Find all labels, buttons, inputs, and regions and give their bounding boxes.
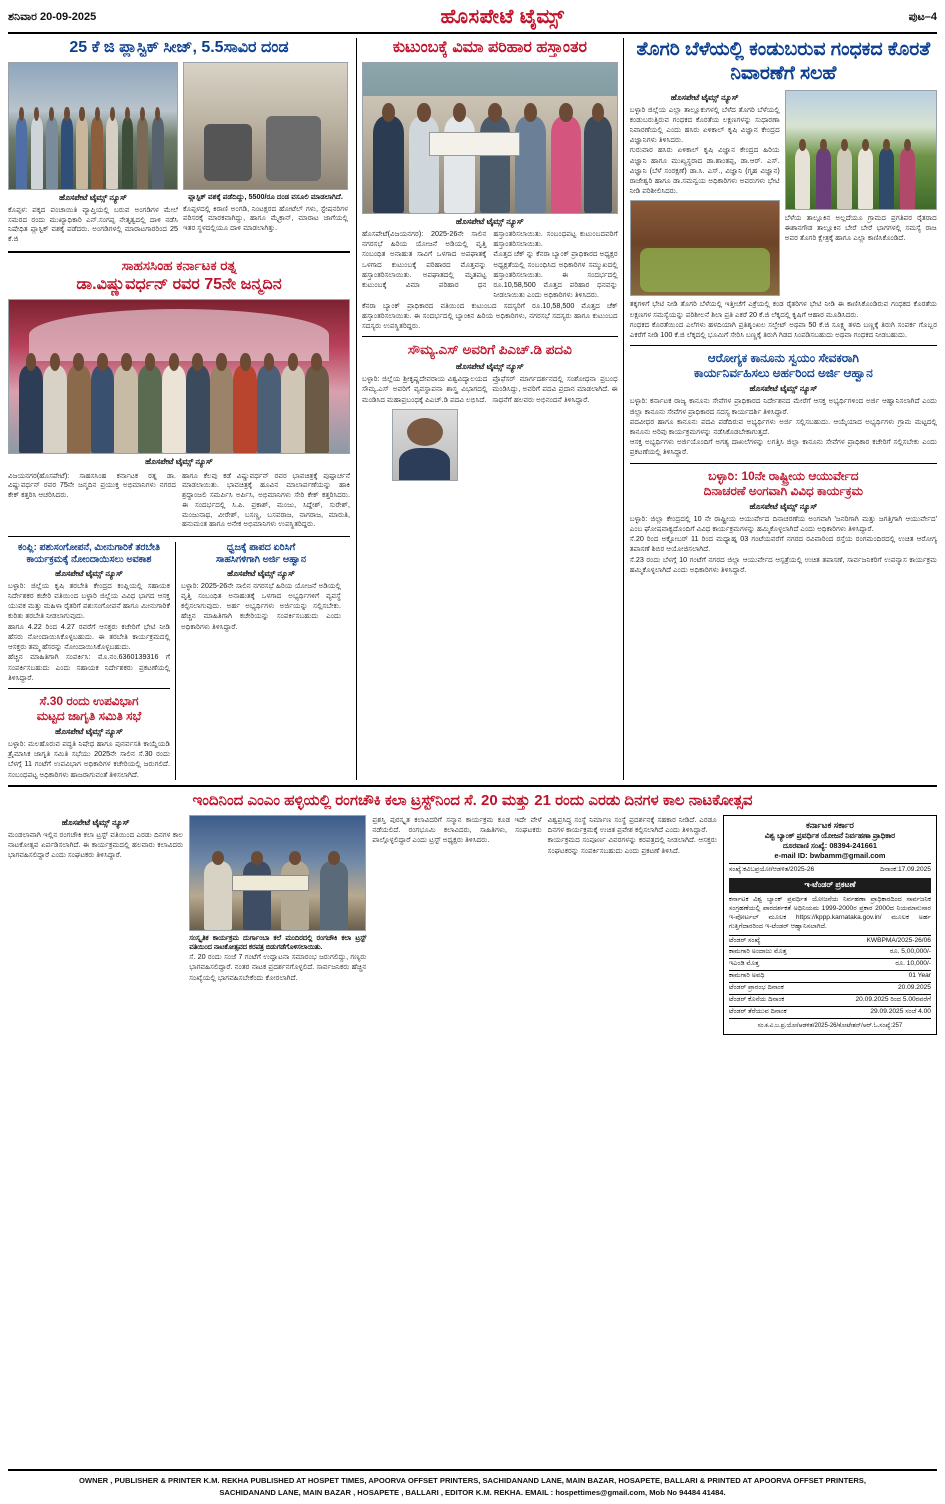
middle-column [356,38,624,780]
photo-plastic-bags [183,62,348,190]
text-legal-1: ಬಳ್ಳಾರಿ: ಕರ್ನಾಟಕ ರಾಜ್ಯ ಕಾನೂನು ಸೇವೆಗಳ ಪ್ರಾಧಿಕಾರದ ನಿರ್ದೇಶನದ ಮೇರೆಗೆ ಆಸಕ್ತ ಅಭ್ಯರ್ಥಿಗಳಿಂದ ಅರ್ಜಿ ಆಹ್ವಾನಿಸಲಾಗಿದೆ ಎಂದು ಜಿಲ್ಲಾ ಕಾನೂನು ಸೇವೆಗಳ ಪ್ರಾಧಿಕಾರದ ಸದಸ್ಯ ಕಾರ್ಯದರ್ಶಿ ತಿಳಿಸಿದ್ದಾರೆ. [629,396,937,416]
ad-row-value: 20.09.2025 [897,984,931,992]
article-legal-volunteers [630,351,937,457]
text-ayurveda-1: ಬಳ್ಳಾರಿ: ಜಿಲ್ಲಾ ಕೇಂದ್ರದಲ್ಲಿ 10 ನೇ ರಾಷ್ಟ್ರೀಯ ಆಯುರ್ವೇದ ದಿನಾಚರಣೆಯ ಅಂಗವಾಗಿ 'ಜನರಿಗಾಗಿ ಮತ್ತು ಜಗತ್ತಿಗಾಗಿ ಆಯುರ್ವೇದ' ಎಂಬ ಘೋಷವಾಕ್ಯದೊಂದಿಗೆ ವಿವಿಧ ಕಾರ್ಯಕ್ರಮಗಳನ್ನು ಹಮ್ಮಿಕೊಳ್ಳಲಾಗಿದೆ ಎಂದು ಅಧಿಕಾರಿಗಳು ತಿಳಿಸಿದ್ದಾರೆ. [629,513,937,533]
byline-togari: ಹೊಸಪೇಟೆ ಟೈಮ್ಸ್ ನ್ಯೂಸ್ [670,92,739,102]
top-section [8,38,937,780]
article-phd [362,342,618,481]
ad-row-value: 20.09.2025 ರಿಂದ 5.00ರವರೆಗೆ [855,996,931,1003]
byline-plastic: ಹೊಸಪೇಟೆ ಟೈಮ್ಸ್ ನ್ಯೂಸ್ [59,193,127,202]
byline-livestock: ಹೊಸಪೇಟೆ ಟೈಮ್ಸ್ ನ್ಯೂಸ್ [55,568,123,578]
text-water: ಬಳ್ಳಾರಿ: 2025-26ನೇ ಸಾಲಿನ ನಗರಸಭೆ ಹಿರಿಯ ಯೋಜನೆ ಅಡಿಯಲ್ಲಿ ವೃತ್ತಿ ಸಂಬಂಧಿತ ಅನಾಹುತಕ್ಕೆ ಒಳಗಾದ ಅಭ್ಯರ್ಥಿಗಳಿಗೆ ವ್ಯವಸ್ಥೆ ಕಲ್ಪಿಸಲಾಗುವುದು. ಅರ್ಹ ಅಭ್ಯರ್ಥಿಗಳು ಅರ್ಜಿಯನ್ನು ಸಲ್ಲಿಸಬೇಕು. ಹೆಚ್ಚಿನ ಮಾಹಿತಿಗಾಗಿ ಕಚೇರಿಯನ್ನು ಸಂಪರ್ಕಿಸಬಹುದು ಎಂದು ಅಧಿಕಾರಿಗಳು ತಿಳಿಸಿದ್ದಾರೆ. [181,580,341,631]
article-compensation [362,38,618,331]
article-plastic [8,38,350,246]
photo-drama-launch [189,815,366,931]
byline-meeting30: ಹೊಸಪೇಟೆ ಟೈಮ್ಸ್ ನ್ಯೂಸ್ [55,727,123,736]
ad-row-value: ರೂ. 10,000/- [895,960,931,968]
text-togari-5: ಗಂಧಕದ ಕೊರತೆಯಿಂದ ಎಲೆಗಳು ಹಳದಿಯಾಗಿ ಪ್ರತಿಶೃಂಖಲ ಸಲ್ಫೇಟ್ ಅಥವಾ 50 ಕೆ.ಜಿ ಸೂಕ್ಷ್ಮ ತಳದಿ ಬಣ್ಣಕ್ಕೆ ತಿರುಗಿ ಸಂಪರ್ಕ ಗೊಬ್ಬರ ಎಕರೆಗೆ ನೀಡಿ 100 ಕೆ.ಜಿ ಲೆಕ್ಕದಲ್ಲಿ ಭೂಮಿಗೆ ಸೇರಿಸಿ ಬಣ್ಣಕ್ಕೆ ತಿರುಗಿ ಗಿಡದ ಸಿಂಪಡಿಸಬಹುದು ಅಥವಾ ಗಂಧಕದ ನೀಡಬಹುದು. [629,319,937,340]
byline-drama: ಹೊಸಪೇಟೆ ಟೈಮ್ಸ್ ನ್ಯೂಸ್ [61,817,130,827]
right-column [630,38,937,780]
photo-birthday-event [8,299,350,454]
text-togari-4: ತಕ್ಕಗಳಿಗೆ ಭೇಟಿ ನೀಡಿ ತೊಗರಿ ಬೆಳೆಯಲ್ಲಿ ಇತ್ತೀಚೆಗೆ ಎಕ್ರೆಯಲ್ಲಿ ಕಂಡ ರೈತರಿಗಳ ಭೇಟಿ ನೀಡಿ ಈ ಕಾಣಿಸಿಕೊಂಡಿರುವ ಗಂಧಕದ ಕೊರತೆಯ ಲಕ್ಷಣಗಳ ಸಮಸ್ಯೆಯನ್ನು ಪರಿಶೀಲನೆ ಶಿಲಾ ಪ್ರತಿ ಎಕರೆ 20 ಕೆ.ಜಿ ಲೆಕ್ಕದಲ್ಲಿ ಕೃಷಿಗೆ ಆಹಾರ ಮೂಡಿಸಿದರು. [629,299,937,319]
photo-plastic-seizure [8,62,178,190]
bottom-section [8,792,937,1035]
article-togari [630,38,937,340]
caption-plastic-photo: ಪ್ಲಾಸ್ಟಿಕ್ ವಶಕ್ಕೆ ಪಡೆದಿದ್ದು, 5500/ರೂ ದಂಡ ವಸೂಲಿ ಮಾಡಲಾಗಿದೆ. [188,192,343,201]
text-drama-3: ಪ್ರಶಸ್ತಿ ಪುರಸ್ಕೃತ ಕಲಾವಿದರಿಗೆ ಸನ್ಮಾನ ಕಾರ್ಯಕ್ರಮ ಕೂಡ ಇದೇ ವೇಳೆ ನಡೆಯಲಿದೆ. ರಂಗಭೂಮಿ ಕಲಾವಿದರು, ಸಾಹಿತಿಗಳು, ಸಂಘಟಕರು ಪಾಲ್ಗೊಳ್ಳಲಿದ್ದಾರೆ ಎಂದು ಟ್ರಸ್ಟ್ ಅಧ್ಯಕ್ಷರು ತಿಳಿಸಿದರು. [372,814,542,845]
ad-row-label: ಟೆಂಡರ್ ಸಂಖ್ಯೆ [728,936,761,944]
text-plastic-col2: ಕೊಪ್ಪಳದಲ್ಲಿ ಕಿರಾಣಿ ಅಂಗಡಿ, ನಿಂಟಕ್ಷರದ ಹೋಟೆಲ್ ಗಳು, ಸ್ಟೇಷನರಿಗಳ ಪರಿಸರಕ್ಕೆ ಮಾರಕವಾಗಿದ್ದು, ಹಾಗೂ ಮೈಕ್ರಾನ್, ಮಾರಾಟ ಜಾಗೆಯಲ್ಲಿ ಇತರ ಸ್ಥಳದಲ್ಲಿಯೂ ದಾಳಿ ಮಾಡಲಾಗಿತ್ತು. [183,203,348,233]
photo-crop-soil [630,200,780,296]
article-livestock [8,542,176,780]
byline-legal: ಹೊಸಪೇಟೆ ಟೈಮ್ಸ್ ನ್ಯೂಸ್ [749,384,818,394]
left-column [8,38,350,780]
text-togari-1: ಬಳ್ಳಾರಿ ಜಿಲ್ಲೆಯ ಎಲ್ಲಾ ತಾಲ್ಲೂಕುಗಳಲ್ಲಿ ಬೆಳೆದ ತೊಗರಿ ಬೆಳೆಯಲ್ಲಿ ಕಂಡುಬರುತ್ತಿರುವ ಗಂಧಕದ ಕೊರತೆಯ ಲಕ್ಷಣಗಳನ್ನು ಸುಧಾರಣಾ ನಿವಾರಣೆಯಲ್ಲಿ ಎಂದು ಹಸಿರು ಏಳಿಕಾಲ್ ಕೃಷಿ ವಿಜ್ಞಾನ ಕೇಂದ್ರದ ವಿಜ್ಞಾನಿಗಳು ತಿಳಿಸಿದರು. [629,104,780,145]
ad-row-value: 29.09.2025 ಸಂಜೆ 4.00 [870,1007,931,1015]
text-compensation-2: ಮೊತ್ತದ ಚೆಕ್ ನ್ನು ಕೆನರಾ ಬ್ಯಾಂಕ್ ಪ್ರಾಧಿಕಾರದ ಅಧ್ಯಕ್ಷರ ಅಧ್ಯಕ್ಷತೆಯಲ್ಲಿ ಸಂಬಂಧಿಸಿದ ಅಧಿಕಾರಿಗಳ ಸಮ್ಮುಖದಲ್ಲಿ ಹಸ್ತಾಂತರಿಸಲಾಯಿತು. ಈ ಸಂದರ್ಭದಲ್ಲಿ ರೂ.10,58,500 ಮೊತ್ತದ ಪರಿಹಾರ ಧನವನ್ನು ನೀಡಲಾಯಿತು ಎಂದು ಅಧಿಕಾರಿಗಳು ತಿಳಿಸಿದರು. [493,249,618,300]
headline-ayurveda-2: ದಿನಾಚರಣೆ ಅಂಗವಾಗಿ ವಿವಿಧ ಕಾರ್ಯಕ್ರಮ [703,483,864,498]
text-ayurveda-2: ಸೆ.20 ರಿಂದ ಅಕ್ಟೋಬರ್ 11 ರಿಂದ ಮಧ್ಯಾಹ್ನ 03 ಗಂಟೆಯವರೆಗೆ ನಗರದ ರವಿವಾರಿಂದ ರಸ್ತೆಯ ರಂಗಮಂದಿರದಲ್ಲಿ ಉಚಿತ ಆರೋಗ್ಯ ತಪಾಸಣೆ ಶಿಬಿರ ಆಯೋಜಿಸಲಾಗಿದೆ. [629,534,937,554]
ad-row-label: ಟೆಂಡರ್ ಕೊನೆಯ ದಿನಾಂಕ [728,996,785,1003]
issue-date: ಶನಿವಾರ 20-09-2025 [8,11,97,23]
text-compensation-3: ಕೆನರಾ ಬ್ಯಾಂಕ್ ಪ್ರಾಧಿಕಾರದ ವತಿಯಿಂದ ಕುಟುಂಬದ ಸದಸ್ಯರಿಗೆ ರೂ.10,58,500 ಮೊತ್ತದ ಚೆಕ್ ಹಸ್ತಾಂತರಿಸಲಾಯಿತು. ಈ ಸಂದರ್ಭದಲ್ಲಿ ಬ್ಯಾಂಕಿನ ಹಿರಿಯ ಅಧಿಕಾರಿಗಳು, ನಗರಸಭೆ ಸದಸ್ಯರು ಹಾಗೂ ಕುಟುಂಬದ ಸದಸ್ಯರು ಉಪಸ್ಥಿತರಿದ್ದರು. [361,300,618,330]
government-tender-ad [723,815,937,1035]
byline-phd: ಹೊಸಪೇಟೆ ಟೈಮ್ಸ್ ನ್ಯೂಸ್ [455,362,524,372]
headline-compensation: ಕುಟುಂಬಕ್ಕೆ ವಿಮಾ ಪರಿಹಾರ ಹಸ್ತಾಂತರ [392,39,587,56]
text-meeting30: ಬಳ್ಳಾರಿ: ಮಲಹೊರುವ ಪದ್ಧತಿ ನಿಷೇಧ ಹಾಗೂ ಪುನರ್ವಸತಿ ಕಾಯ್ದೆಯಡಿ ತ್ರೈಮಾಸಿಕ ಜಾಗೃತಿ ಸಮಿತಿ ಸಭೆಯು 2025ನೇ ಸಾಲಿನ ಸೆ.30 ರಂದು ಬೆಳಗ್ಗೆ 11 ಗಂಟೆಗೆ ಉಪವಿಭಾಗ ಅಧಿಕಾರಿಗಳ ಕಚೇರಿಯಲ್ಲಿ ಜರುಗಲಿದೆ. ಸಂಬಂಧಪಟ್ಟ ಅಧಿಕಾರಿಗಳು ಹಾಜರಾಗುವಂತೆ ತಿಳಿಸಲಾಗಿದೆ. [8,739,170,779]
text-livestock-2: ಹಾಗೂ 4.22 ರಿಂದ 4.27 ರವರೆಗೆ ಆಸಕ್ತರು ಕಚೇರಿಗೆ ಭೇಟಿ ನೀಡಿ ಹೆಸರು ನೋಂದಾಯಿಸಿಕೊಳ್ಳಬಹುದು. ಈ ತರಬೇತಿ ಕಾರ್ಯಕ್ರಮದಲ್ಲಿ ಆಸಕ್ತರು ತಮ್ಮ ಹೆಸರನ್ನು ನೋಂದಾಯಿಸಿಕೊಳ್ಳಬಹುದು. [8,621,170,652]
caption-ratna: ವಿಜಯನಗರ(ಹೊಸಪೇಟೆ): ಸಾಹಸಸಿಂಹ ಕರ್ನಾಟಕ ರತ್ನ ಡಾ. ವಿಷ್ಣುವರ್ಧನ್ ರವರ 75ನೇ ಜನ್ಮದಿನ ಪ್ರಯುಕ್ತ ಅಭಿಮಾನಿಗಳು ನಗರದ ಕೇಕ್ ಕತ್ತರಿಸಿ ಆಚರಿಸಿದರು. [8,470,176,500]
text-togari-2: ಗುರುವಾರ ಹಸಿರು ಏಳಿಕಾಲ್ ಕೃಷಿ ವಿಜ್ಞಾನ ಕೇಂದ್ರದ ಹಿರಿಯ ವಿಜ್ಞಾನಿ ಹಾಗೂ ಮುಖ್ಯಸ್ಥರಾದ ಡಾ.ಶಾಂತಪ್ಪ, ಡಾ.ಆರ್. ಎಸ್. ವಿಜ್ಞಾನಿ (ಬೆಳೆ ಸಂರಕ್ಷಣೆ) ಡಾ.ಸಿ. ಎಸ್., ವಿಜ್ಞಾನಿ (ಗೃಹ ವಿಜ್ಞಾನ) ರಾಜೇಶ್ವರಿ ಹಾಗೂ ಡಾ.ಸಮನ್ವಯ ಅಧಿಕಾರಿಗಳು ಅವರುಗಳು ಭೇಟಿ ನೀಡಿ ಪರಿಶೀಲಿಸಿದರು. [629,145,780,196]
text-phd-1: ಬಳ್ಳಾರಿ: ಜಿಲ್ಲೆಯ ಶ್ರೀಕೃಷ್ಣದೇವರಾಯ ವಿಶ್ವವಿದ್ಯಾಲಯದ ಸೌಮ್ಯ.ಎಸ್ ಅವರಿಗೆ ವ್ಯವಸ್ಥಾಪನಾ ಶಾಸ್ತ್ರ ವಿಭಾಗದಲ್ಲಿ ಮಂಡಿಸಿದ ಮಹಾಪ್ರಬಂಧಕ್ಕೆ ಪಿಎಚ್.ಡಿ ಪದವಿ ಲಭಿಸಿದೆ. [361,374,488,404]
ad-row-value: ರೂ. 5,00,000/- [889,948,931,956]
text-plastic-col1: ಕೊಪ್ಪಳ: ಪಕ್ಕದ ಪಂಚಾಯಿತಿ ವ್ಯಾಪ್ತಿಯಲ್ಲಿ ಬರುವ ಅಂಗಡಿಗಳ ಮೇಲೆ ಸಮರದ ರಂದು ಮುಖ್ಯಾಧಿಕಾರಿ ಎನ್.ಸಂಗಪ್ಪ ನೇತೃತ್ವದಲ್ಲಿ ದಾಳಿ ನಡೆಸಿ ನಿಷೇಧಿತ ಪ್ಲಾಸ್ಟಿಕ್ ವಶಕ್ಕೆ ಪಡೆದರು. ಅಂಗಡಿಗಳಲ್ಲಿ ಮಾರಾಟಗಾರರಿಂದ 25 ಕೆ.ಜಿ [8,205,178,244]
text-legal-3: ಆಸಕ್ತ ಅಭ್ಯರ್ಥಿಗಳು ಅರ್ಜಿಯೊಂದಿಗೆ ಅಗತ್ಯ ದಾಖಲೆಗಳನ್ನು ಲಗತ್ತಿಸಿ ಜಿಲ್ಲಾ ಕಾನೂನು ಸೇವೆಗಳ ಪ್ರಾಧಿಕಾರ ಕಚೇರಿಗೆ ಸಲ್ಲಿಸಬೇಕು ಎಂದು ಪ್ರಕಟಣೆಯಲ್ಲಿ ತಿಳಿಸಿದ್ದಾರೆ. [629,437,937,457]
footer-line-1: OWNER , PUBLISHER & PRINTER K.M. REKHA PUBLISHED AT HOSPET TIMES, APOORVA OFFSET PRINTERS, SACHIDANAND LANE, MAIN BAZAR, HOSAPETE, BALLARI & PRINTED AT APOORVA OFFSET PRINTERS, [79,1476,866,1486]
photo-cheque-handover [362,62,618,214]
ad-org: ಕರ್ನಾಟಕ ಸರ್ಕಾರ [805,819,854,830]
ad-ref-left: ಸಂಖ್ಯೆ:ಕವಿಬಪ್ರಯೋ/ಆಡಳಿತ/2025-26 [728,866,815,874]
text-livestock-3: ಹೆಚ್ಚಿನ ಮಾಹಿತಿಗಾಗಿ ಸಂಪರ್ಕಿಸಿ: ಮೊ.ನಂ.6360139316 ಗೆ ಸಂಪರ್ಕಿಸಬಹುದು ಎಂದು ಸಹಾಯಕ ನಿರ್ದೇಶಕರು ಪ್ರಕಟಣೆಯಲ್ಲಿ ತಿಳಿಸಿದ್ದಾರೆ. [8,652,170,682]
headline-togari: ತೊಗರಿ ಬೆಳೆಯಲ್ಲಿ ಕಂಡುಬರುವ ಗಂಧಕದ ಕೊರತೆ ನಿವಾರಣೆಗೆ ಸಲಹೆ [636,39,931,84]
article-ayurveda [630,469,937,575]
text-togari-3: ಬೆಳೆಯ ತಾಲ್ಲೂಕಿನ ಅಲ್ಲದೆಯೂ ಗ್ರಾಮದ ಪ್ರಗತಿಪರ ರೈತರಾದ ಈಶಾನಗೌಡ ತಾಲ್ಲೂಕಿನ ಬೇರೆ ಬೇರೆ ಭಾಗಗಳಲ್ಲಿ ಸಮಸ್ಯೆ ರಾಜ ಅವರ ತೊಗರಿ ಕ್ಷೇತ್ರಕ್ಕೆ ಹಾಗೂ ಎಲ್ಲಾ ಕಾಣಿಸಿಕೊಂಡಿದೆ. [784,212,937,242]
headline-meeting30-2: ಮಟ್ಟದ ಜಾಗೃತಿ ಸಮಿತಿ ಸಭೆ [36,709,142,723]
ad-table [729,935,931,1019]
article-karnataka-ratna [8,258,350,531]
headline-livestock-1: ಕಂಪ್ಲಿ: ಪಶುಸಂಗೋಪನೆ, ಮೀನುಗಾರಿಕೆ ತರಬೇತಿ [17,542,161,554]
text-ayurveda-3: ಸೆ.23 ರಂದು ಬೆಳಗ್ಗೆ 10 ಗಂಟೆಗೆ ನಗರದ ಜಿಲ್ಲಾ ಆಯುರ್ವೇದ ಆಸ್ಪತ್ರೆಯಲ್ಲಿ ಉಚಿತ ತಪಾಸಣೆ, ಸಾರ್ವಜನಿಕರಿಗೆ ಉಪನ್ಯಾಸ ಕಾರ್ಯಕ್ರಮ ಹಮ್ಮಿಕೊಳ್ಳಲಾಗಿದೆ ಎಂದು ಅಧಿಕಾರಿಗಳು ತಿಳಿಸಿದ್ದಾರೆ. [629,554,937,574]
ad-dept: ವಿಶ್ವ ಬ್ಯಾಂಕ್ ಪ್ರವರ್ಧಿತ ಯೋಜನೆ ನಿರ್ವಹಣಾ ಪ್ರಾಧಿಕಾರ [764,831,896,841]
text-drama-1: ಮಂಡಲಾವಾಗಿ ಇಲ್ಲಿನ ರಂಗಚೌಕಿ ಕಲಾ ಟ್ರಸ್ಟ್ ವತಿಯಿಂದ ಎರಡು ದಿನಗಳ ಕಾಲ ನಾಟಕೋತ್ಸವ ಏರ್ಪಡಿಸಲಾಗಿದೆ. ಈ ಕಾರ್ಯಕ್ರಮದಲ್ಲಿ ಹಲವಾರು ಕಲಾವಿದರು ಭಾಗವಹಿಸಲಿದ್ದಾರೆ ಎಂದು ಸಂಘಟಕರು ತಿಳಿಸಿದ್ದಾರೆ. [8,829,184,860]
text-drama-2: ಸೆ. 20 ರಂದು ಸಂಜೆ 7 ಗಂಟೆಗೆ ಉದ್ಘಾಟನಾ ಸಮಾರಂಭ ಜರುಗಲಿದ್ದು, ಗಣ್ಯರು ಭಾಗವಹಿಸಲಿದ್ದಾರೆ. ನಂತರ ನಾಟಕ ಪ್ರದರ್ಶನಗೊಳ್ಳಲಿದೆ. ಸಾರ್ವಜನಿಕರು ಹೆಚ್ಚಿನ ಸಂಖ್ಯೆಯಲ್ಲಿ ಭಾಗವಹಿಸಬೇಕೆಂದು ಕೋರಲಾಗಿದೆ. [189,952,367,982]
text-drama-4: ವಿಶ್ವಪ್ರಸಿದ್ಧ ಸಂಸ್ಥೆ ನಿರ್ಮಾಣ ಸಂಸ್ಥೆ ಪ್ರದರ್ಶನಕ್ಕೆ ಸಹಕಾರ ನೀಡಿದೆ. ಎರಡೂ ದಿನಗಳ ಕಾರ್ಯಕ್ರಮಕ್ಕೆ ಉಚಿತ ಪ್ರವೇಶ ಕಲ್ಪಿಸಲಾಗಿದೆ ಎಂದು ತಿಳಿಸಿದ್ದಾರೆ. [547,814,717,835]
text-drama-5: ಕಾರ್ಯಕ್ರಮದ ಸಂಪೂರ್ಣ ವಿವರಗಳನ್ನು ಕರಪತ್ರದಲ್ಲಿ ನೀಡಲಾಗಿದೆ. ಆಸಕ್ತರು ಸಂಘಟಕರನ್ನು ಸಂಪರ್ಕಿಸಬಹುದು ಎಂದು ಪ್ರಕಟಣೆ ತಿಳಿಸಿದೆ. [547,835,717,855]
page-footer [8,1469,937,1498]
ad-footer-ref: ಸಂ.ಕ.ವಿ.ಬ.ಪ್ರ.ಯೋ/ಆಡಳಿತ/2025-26/ಕೋಟೇಶನ್/ಆರ್.ಓ.ಸಂಖ್ಯೆ:257 [757,1022,903,1029]
text-livestock-1: ಬಳ್ಳಾರಿ: ಜಿಲ್ಲೆಯ ಕೃಷಿ ತರಬೇತಿ ಕೇಂದ್ರದ ಕಂಪ್ಲಿಯಲ್ಲಿ ಸಹಾಯಕ ನಿರ್ದೇಶಕರ ಕಚೇರಿ ವತಿಯಿಂದ ಬಳ್ಳಾರಿ ಜಿಲ್ಲೆಯ ವಿವಿಧ ಭಾಗದ ಆಸಕ್ತ ಯುವಕ ಮತ್ತು ಮಹಿಳಾ ರೈತರಿಗೆ ಪಶುಸಂಗೋಪನೆ ಹಾಗೂ ಮೀನುಗಾರಿಕೆ ಕುರಿತು ತರಬೇತಿ ನೀಡಲಾಗುವುದು. [8,580,170,621]
headline-drama: ಇಂದಿನಿಂದ ಎಂಎಂ ಹಳ್ಳಿಯಲ್ಲಿ ರಂಗಚೌಕಿ ಕಲಾ ಟ್ರಸ್ಟ್‌ನಿಂದ ಸೆ. 20 ಮತ್ತು 21 ರಂದು ಎರಡು ದಿನಗಳ ಕಾಲ ನಾಟಕೋತ್ಸವ [192,791,753,809]
text-legal-2: ಪದವೀಧರ ಹಾಗೂ ಕಾನೂನು ಪದವಿ ಪಡೆದಿರುವ ಅಭ್ಯರ್ಥಿಗಳು ಅರ್ಜಿ ಸಲ್ಲಿಸಬಹುದು. ಆಯ್ಕೆಯಾದ ಅಭ್ಯರ್ಥಿಗಳು ಗ್ರಾಮ ಮಟ್ಟದಲ್ಲಿ ಕಾನೂನು ಅರಿವು ಕಾರ್ಯಕ್ರಮಗಳನ್ನು ನಡೆಸಿಕೊಡಬೇಕಾಗುತ್ತದೆ. [629,416,937,436]
footer-line-2: SACHIDANAND LANE, MAIN BAZAR , HOSAPETE , BALLARI , EDITOR K.M. REKHA. EMAIL : hospettimes@gmail.com, Mob No 94484 41484. [219,1487,726,1497]
headline-phd: ಸೌಮ್ಯ.ಎಸ್ ಅವರಿಗೆ ಪಿಎಚ್.ಡಿ ಪದವಿ [407,342,572,358]
headline-legal-1: ಆರೋಗ್ಯಕ ಕಾನೂನು ಸ್ವಯಂ ಸೇವಕರಾಗಿ [707,351,859,366]
page-number: ಪುಟ–4 [908,11,937,23]
byline-water: ಹೊಸಪೇಟೆ ಟೈಮ್ಸ್ ನ್ಯೂಸ್ [227,568,295,578]
drama-photo-column [8,815,183,1035]
masthead [8,6,937,34]
ad-email: e-mail ID: bwbamm@gmail.com [774,851,886,861]
text-phd-2: ಪ್ರೊಫೆಸರ್ ಮಾರ್ಗದರ್ಶನದಲ್ಲಿ ಸಂಶೋಧನಾ ಪ್ರಬಂಧ ಮಂಡಿಸಿದ್ದು, ಅವರಿಗೆ ಪದವಿ ಪ್ರದಾನ ಮಾಡಲಾಗಿದೆ. ಈ ಸಾಧನೆಗೆ ಹಲವರು ಅಭಿನಂದನೆ ತಿಳಿಸಿದ್ದಾರೆ. [492,374,618,404]
headline-meeting30-1: ಸೆ.30 ರಂದು ಉಪವಿಭಾಗ [39,694,139,708]
ad-row-label: ಟೆಂಡರ್ ಪ್ರಾರಂಭ ದಿನಾಂಕ [728,984,784,992]
drama-photo [189,815,366,1035]
ad-row-value: 01 Year [908,972,931,980]
ad-row-label: ಟೆಂಡರ್ ತೆರೆಯುವ ದಿನಾಂಕ [728,1007,787,1015]
byline-ayurveda: ಹೊಸಪೇಟೆ ಟೈಮ್ಸ್ ನ್ಯೂಸ್ [749,501,818,511]
text-compensation-1: ಹೊಸಪೇಟೆ(ವಿಜಯನಗರ): 2025-26ನೇ ಸಾಲಿನ ನಗರಸಭೆ ಹಿರಿಯ ಯೋಜನೆ ಅಡಿಯಲ್ಲಿ ವೃತ್ತಿ ಸಂಬಂಧಿತ ಅನಾಹುತ ಸಾವಿಗೆ ಒಳಗಾದ ಅಪಘಾತಕ್ಕೆ ಒಳಗಾದ ಕುಟುಂಬಕ್ಕೆ ಪರಿಹಾರದ ಮೊತ್ತವನ್ನು ಹಸ್ತಾಂತರಿಸಲಾಯಿತು. ಅಪಘಾತದಲ್ಲಿ ಮೃತಪಟ್ಟ ಕುಟುಂಬಕ್ಕೆ ವಿಮಾ ಪರಿಹಾರ ಧನ ಹಸ್ತಾಂತರಿಸಲಾಯಿತು. ಸಂಬಂಧಪಟ್ಟ ಕುಟುಂಬದವರಿಗೆ ಹಸ್ತಾಂತರಿಸಲಾಯಿತು. [361,229,618,290]
caption-drama: ಸಂಸ್ಕೃತಿಕ ಕಾರ್ಯಕ್ರಮ ದುರ್ಗಾಂಬಾ ಕಲೆ ಮಂದಿರದಲ್ಲಿ ರಂಗಚೌಕಿ ಕಲಾ ಟ್ರಸ್ಟ್ ವತಿಯಿಂದ ನಾಟಕೋತ್ಸವದ ಕರಪತ್ರ ಬಿಡುಗಡೆಗೊಳಿಸಲಾಯಿತು. [189,934,367,952]
headline-plastic: 25 ಕೆ ಜಿ ಪ್ಲಾಸ್ಟಿಕ್ ಸೀಜ್, 5.5ಸಾವಿರ ದಂಡ [69,39,289,56]
photo-phd-portrait [392,409,458,481]
byline-ratna: ಹೊಸಪೇಟೆ ಟೈಮ್ಸ್ ನ್ಯೂಸ್ [145,456,213,466]
headline-ayurveda-1: ಬಳ್ಳಾರಿ: 10ನೇ ರಾಷ್ಟ್ರೀಯ ಆಯುರ್ವೇದ [708,468,859,483]
left-small-stories [8,542,350,780]
ad-body: ಕರ್ನಾಟಕ ವಿಶ್ವ ಬ್ಯಾಂಕ್ ಪ್ರವರ್ಧಿತ ಯೋಜನೆಯ ನಿರ್ವಹಣಾ ಪ್ರಾಧಿಕಾರದಿಂದ ಸಾರ್ವಜನಿಕ ಸಂಗ್ರಹಣೆಯಲ್ಲಿ ಪಾರದರ್ಶಕತೆ ಅಧಿನಿಯಮ 1999-2000ರ ಪ್ರಕಾರ 2000ದ ನಿಯಮಾನುಸಾರ ಇ-ಪೋರ್ಟಲ್ ಮೂಲಕ https://kppp.karnataka.gov.in/ ಮೂಲಕ ಅರ್ಹ ಗುತ್ತಿಗೆದಾರರಿಂದ ಇ-ಟೆಂಡರ್ ಆಹ್ವಾನಿಸಲಾಗಿದೆ. [728,895,931,930]
ad-phone: ದೂರವಾಣಿ ಸಂಖ್ಯೆ: 08394-241661 [782,841,877,851]
byline-compensation: ಹೊಸಪೇಟೆ ಟೈಮ್ಸ್ ನ್ಯೂಸ್ [455,217,524,226]
headline-ratna-2: ಡಾ.ವಿಷ್ಣುವರ್ಧನ್ ರವರ 75ನೇ ಜನ್ಮದಿನ [76,275,282,293]
photo-field-visit [785,90,937,210]
text-ratna: ಹಾಗೂ ಕೆಲವು ಕಡೆ ವಿಷ್ಣುವರ್ಧನ್ ರವರ ಭಾವಚಿತ್ರಕ್ಕೆ ಪುಷ್ಪಾರ್ಚನೆ ಮಾಡಲಾಯಿತು. ಭಾವಚಿತ್ರಕ್ಕೆ ಹೂವಿನ ಮಾಲಾರ್ಪಣೆಯನ್ನು ಹಾಕಿ ಶ್ರದ್ಧಾಂಜಲಿ ಸಮರ್ಪಿಸಿ ಅರ್ಪಿಸಿ, ಅಭಿಮಾನಿಗಳು ಸೇರಿ ಕೇಕ್ ಕತ್ತರಿಸಿದರು. ಈ ಸಂದರ್ಭದಲ್ಲಿ ಸಿ.ಪಿ. ಪ್ರಕಾಶ್, ಮಂಜು, ಸಿದ್ದೇಶ್, ಸುರೇಶ್, ಮಂಜುನಾಥ, ವೀರೇಶ್, ಬಸಣ್ಣ, ಬಸವರಾಜ, ನಾಗರಾಜ, ಮಾರುತಿ, ಹನುಮಂತ ಹಾಗೂ ಅನೇಕ ಅಭಿಮಾನಿಗಳು ಉಪಸ್ಥಿತರಿದ್ದರು. [182,470,350,529]
ad-row-label: ಕಾಮಗಾರಿ ಅಂದಾಜು ಮೊತ್ತ [728,948,787,956]
headline-livestock-2: ಕಾರ್ಯಕ್ರಮಕ್ಕೆ ನೋಂದಾಯಿಸಲು ಅವಕಾಶ [26,553,152,565]
ad-row-label: ಇಎಂಡಿ ಮೊತ್ತ [728,960,760,968]
headline-ratna-1: ಸಾಹಸಸಿಂಹ ಕರ್ನಾಟಕ ರತ್ನ [121,257,237,273]
ad-row-value: KWBPMA/2025-26/06 [866,936,931,944]
ad-ref-right: ದಿನಾಂಕ:17.09.2025 [880,866,931,874]
newspaper-title: ಹೊಸಪೇಟೆ ಟೈಮ್ಸ್ [440,6,565,28]
headline-water-1: ಧ್ವಜಕ್ಕೆ ಪಾಪದ ಏರಿಸಿಗೆ [226,542,296,554]
headline-water-2: ಸಾಹಸಿಗಳಿಗಾಗಿ ಅರ್ಜಿ ಆಹ್ವಾನ [215,553,307,565]
article-drinking-water [181,542,341,780]
ad-banner: ಇ-ಟೆಂಡರ್ ಪ್ರಕಟಣೆ [729,878,931,893]
headline-legal-2: ಕಾರ್ಯನಿರ್ವಹಿಸಲು ಅರ್ಹರಿಂದ ಅರ್ಜಿ ಆಹ್ವಾನ [693,366,873,381]
ad-row-label: ಕಾಮಗಾರಿ ಅವಧಿ [728,972,765,980]
